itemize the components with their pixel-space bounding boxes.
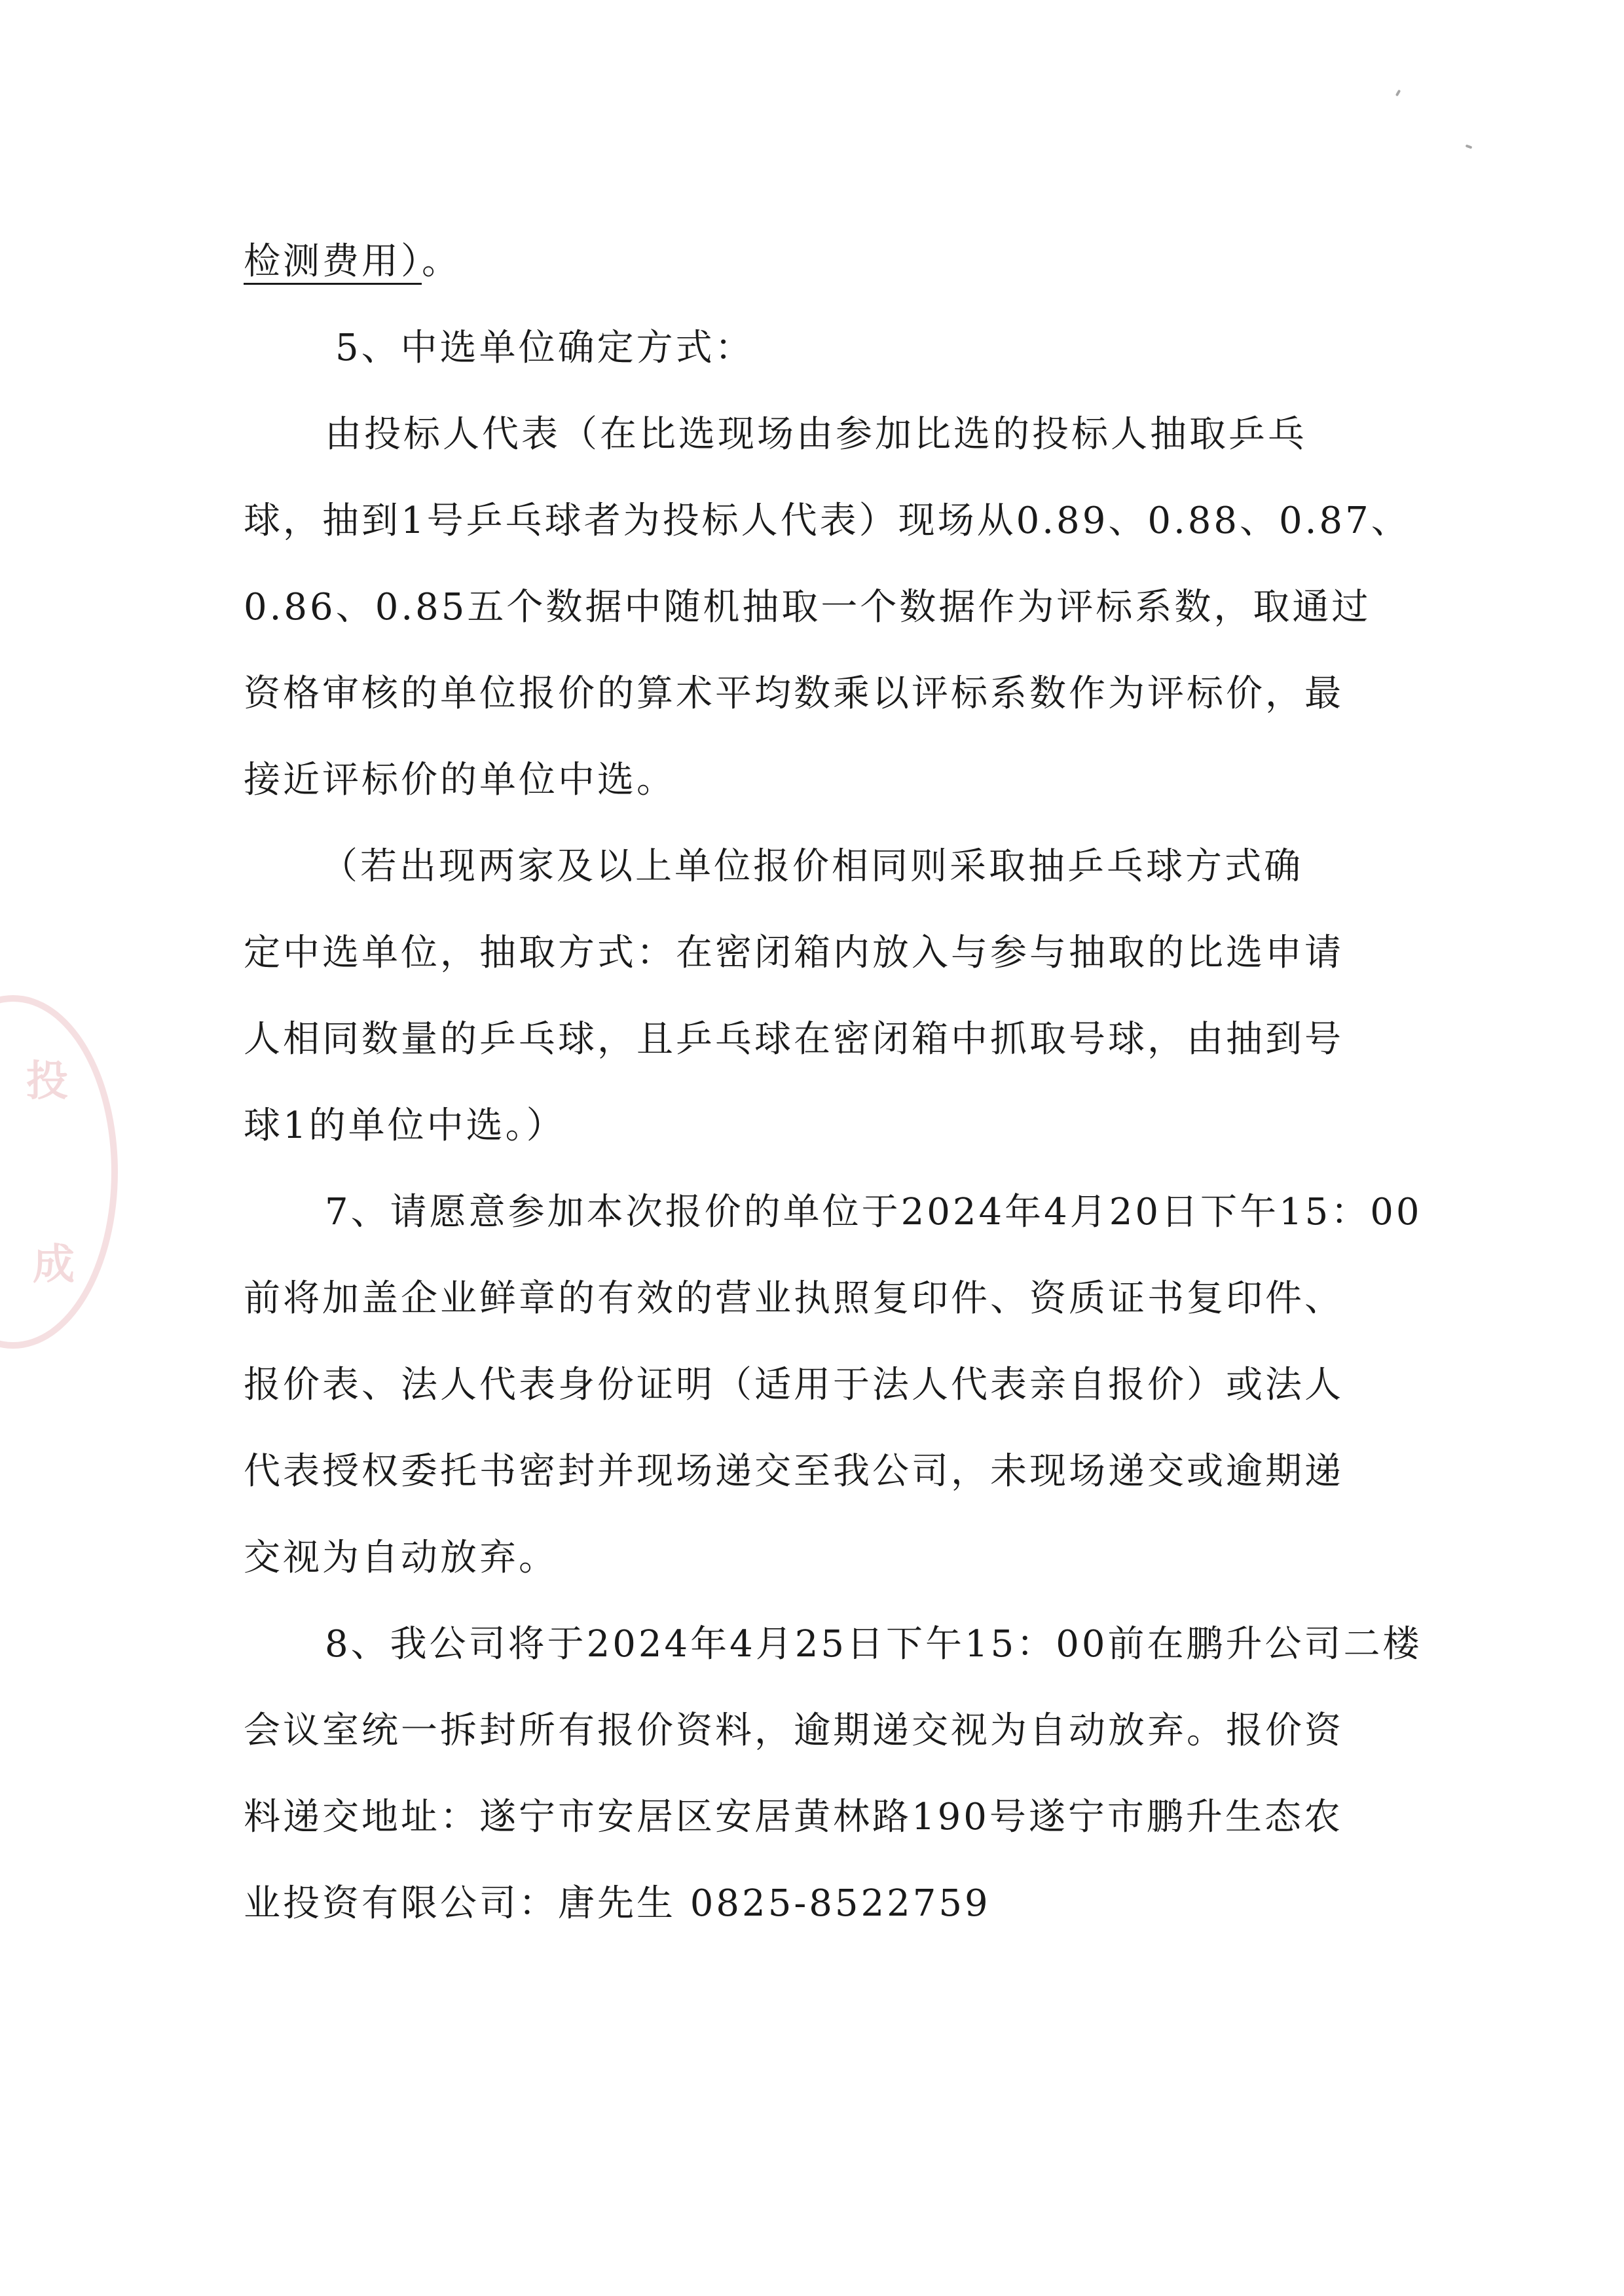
- paragraph-line: 交视为自动放弃。: [244, 1537, 558, 1579]
- scan-speck: [1395, 90, 1401, 97]
- paragraph-line: 由投标人代表（在比选现场由参加比选的投标人抽取乒乓: [325, 413, 1307, 456]
- paragraph-line: （若出现两家及以上单位报价相同则采取抽乒乓球方式确: [321, 845, 1303, 888]
- paragraph-line: 料递交地址：遂宁市安居区安居黄林路190号遂宁市鹏升生态农: [244, 1796, 1343, 1838]
- paragraph-line: [244, 219, 1383, 305]
- paragraph-line: 接近评标价的单位中选。: [244, 759, 676, 801]
- body-text: [244, 219, 1422, 1947]
- paragraph-line: 会议室统一拆封所有报价资料，逾期递交视为自动放弃。报价资: [244, 1709, 1344, 1752]
- paragraph-line: 业投资有限公司：唐先生 0825-8522759: [244, 1882, 991, 1925]
- underlined-text: 检测费用）: [244, 240, 422, 283]
- paragraph-line: 0.86、0.85五个数据中随机抽取一个数据作为评标系数，取通过: [244, 586, 1371, 629]
- line-ending: 。: [422, 240, 461, 283]
- paragraph-line: 人相同数量的乒乓球，且乒乓球在密闭箱中抓取号球，由抽到号: [244, 1018, 1344, 1061]
- paragraph-line: 球，抽到1号乒乓球者为投标人代表）现场从0.89、0.88、0.87、: [244, 500, 1411, 542]
- paragraph-heading: 7、请愿意参加本次报价的单位于2024年4月20日下午15：00: [325, 1191, 1422, 1233]
- paragraph-line: 报价表、法人代表身份证明（适用于法人代表亲自报价）或法人: [244, 1364, 1344, 1406]
- paragraph-line: 定中选单位，抽取方式：在密闭箱内放入与参与抽取的比选申请: [244, 932, 1344, 974]
- paragraph-line: 前将加盖企业鲜章的有效的营业执照复印件、资质证书复印件、: [244, 1277, 1344, 1320]
- paragraph-heading: 8、我公司将于2024年4月25日下午15：00前在鹏升公司二楼: [325, 1623, 1422, 1666]
- paragraph-heading: 5、中选单位确定方式：: [335, 327, 754, 369]
- paragraph-line: 资格审核的单位报价的算术平均数乘以评标系数作为评标价，最: [244, 672, 1344, 715]
- paragraph-line: 代表授权委托书密封并现场递交至我公司，未现场递交或逾期递: [244, 1450, 1344, 1493]
- seal-glyph: 投: [26, 1057, 68, 1106]
- scan-speck: [1466, 144, 1473, 149]
- paragraph-line: 球1的单位中选。）: [244, 1104, 566, 1147]
- seal-glyph: 成: [33, 1240, 75, 1289]
